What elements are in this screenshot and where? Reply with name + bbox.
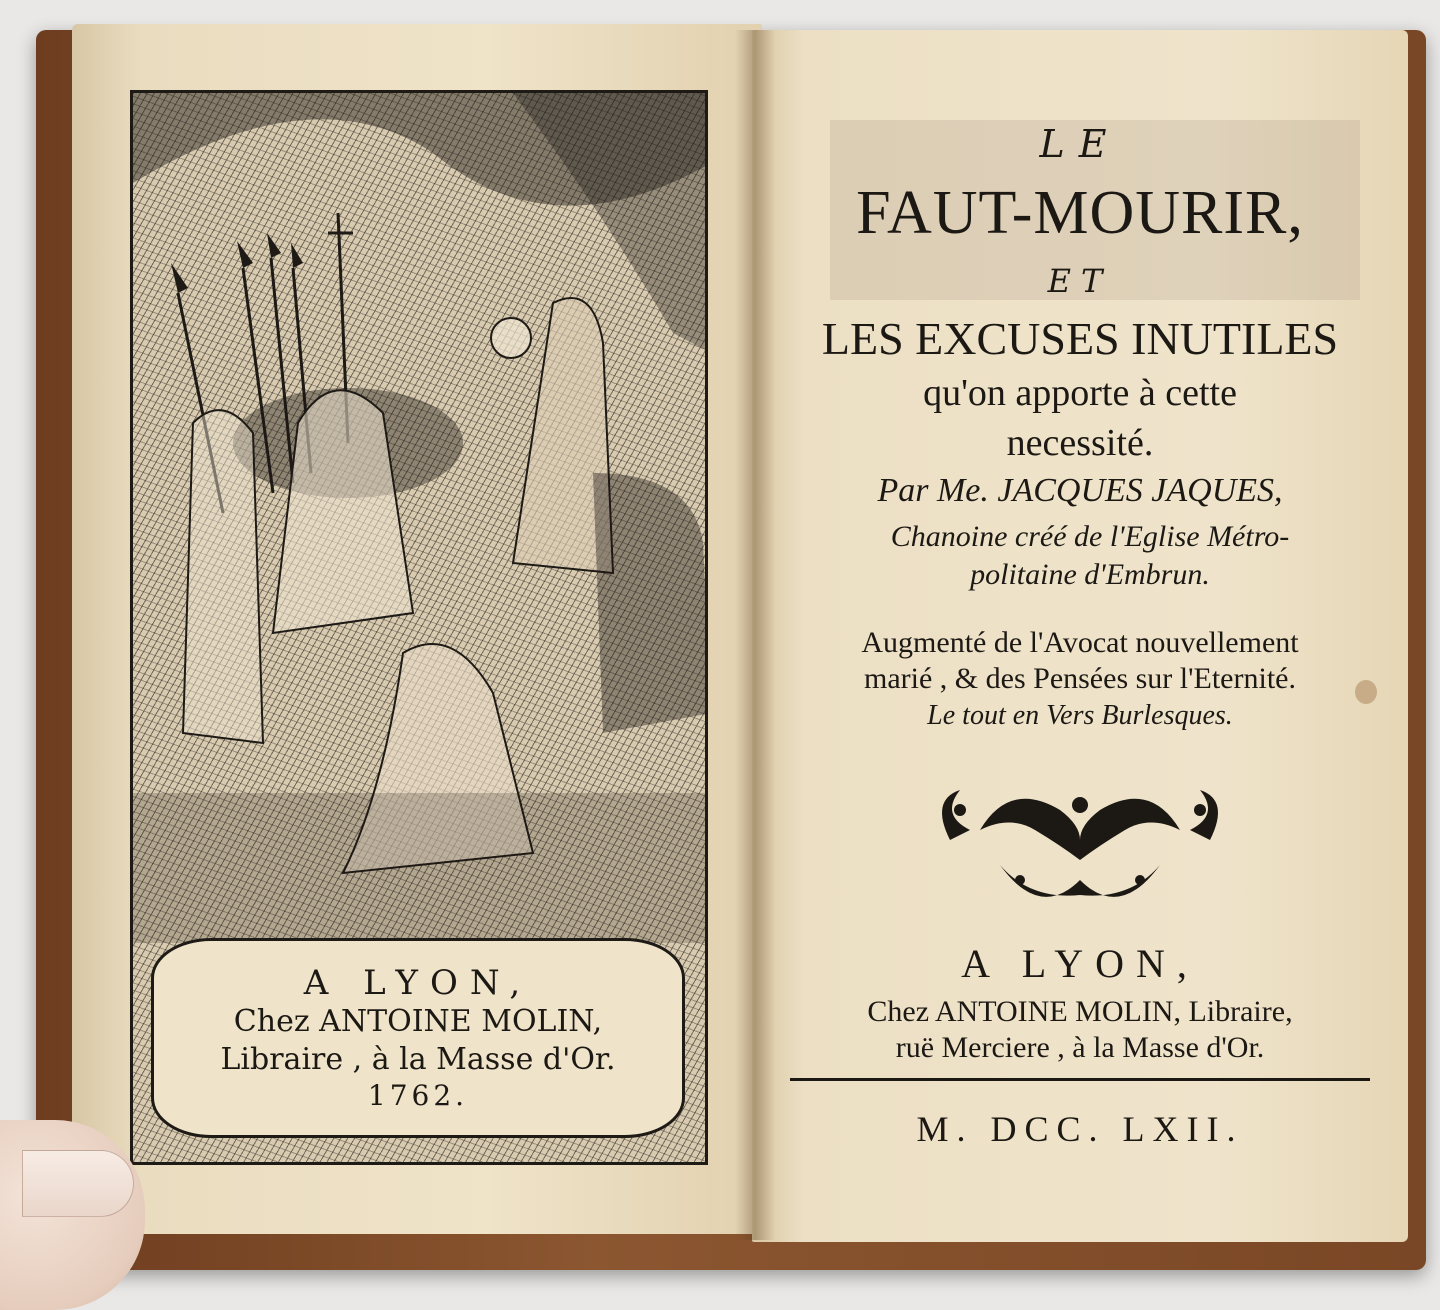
author-role-line-1: Chanoine créé de l'Eglise Métro- — [890, 520, 1290, 553]
subtitle-line-2: necessité. — [1006, 422, 1154, 464]
subtitle: LES EXCUSES INUTILES — [821, 313, 1339, 364]
frontispiece-city: A LYON, — [303, 963, 533, 1003]
verse-note: Le tout en Vers Burlesques. — [927, 700, 1233, 731]
augmentation-line-2: marié , & des Pensées sur l'Eternité. — [864, 662, 1296, 695]
imprint-block — [760, 994, 1400, 1066]
augmentation-note — [760, 625, 1400, 697]
frontispiece-engraving — [130, 90, 708, 1165]
imprint-date: M. DCC. LXII. — [916, 1109, 1244, 1149]
author-role-line-2: politaine d'Embrun. — [970, 558, 1210, 591]
frontispiece-address: Libraire , à la Masse d'Or. — [220, 1042, 616, 1077]
thumbnail — [22, 1150, 134, 1217]
imprint-publisher: Chez ANTOINE MOLIN, Libraire, — [867, 995, 1293, 1028]
frontispiece-cartouche — [151, 938, 685, 1138]
author-role — [780, 518, 1400, 594]
printers-ornament — [920, 770, 1240, 920]
engraving-illustration — [133, 93, 708, 943]
imprint-rule — [790, 1078, 1370, 1081]
title-et: ET — [1047, 262, 1113, 300]
frontispiece-year: 1762. — [367, 1079, 469, 1112]
imprint-city: A LYON, — [961, 941, 1199, 986]
subtitle-line-1: qu'on apporte à cette — [923, 372, 1237, 414]
author-line: Par Me. JACQUES JAQUES, — [877, 472, 1283, 509]
imprint-address: ruë Merciere , à la Masse d'Or. — [895, 1031, 1265, 1064]
title-le: LE — [1039, 122, 1121, 166]
main-title: FAUT-MOURIR, — [856, 179, 1304, 247]
frontispiece-publisher: Chez ANTOINE MOLIN, — [233, 1004, 603, 1039]
subtitle-continuation — [760, 368, 1400, 468]
augmentation-line-1: Augmenté de l'Avocat nouvellement — [861, 626, 1299, 659]
